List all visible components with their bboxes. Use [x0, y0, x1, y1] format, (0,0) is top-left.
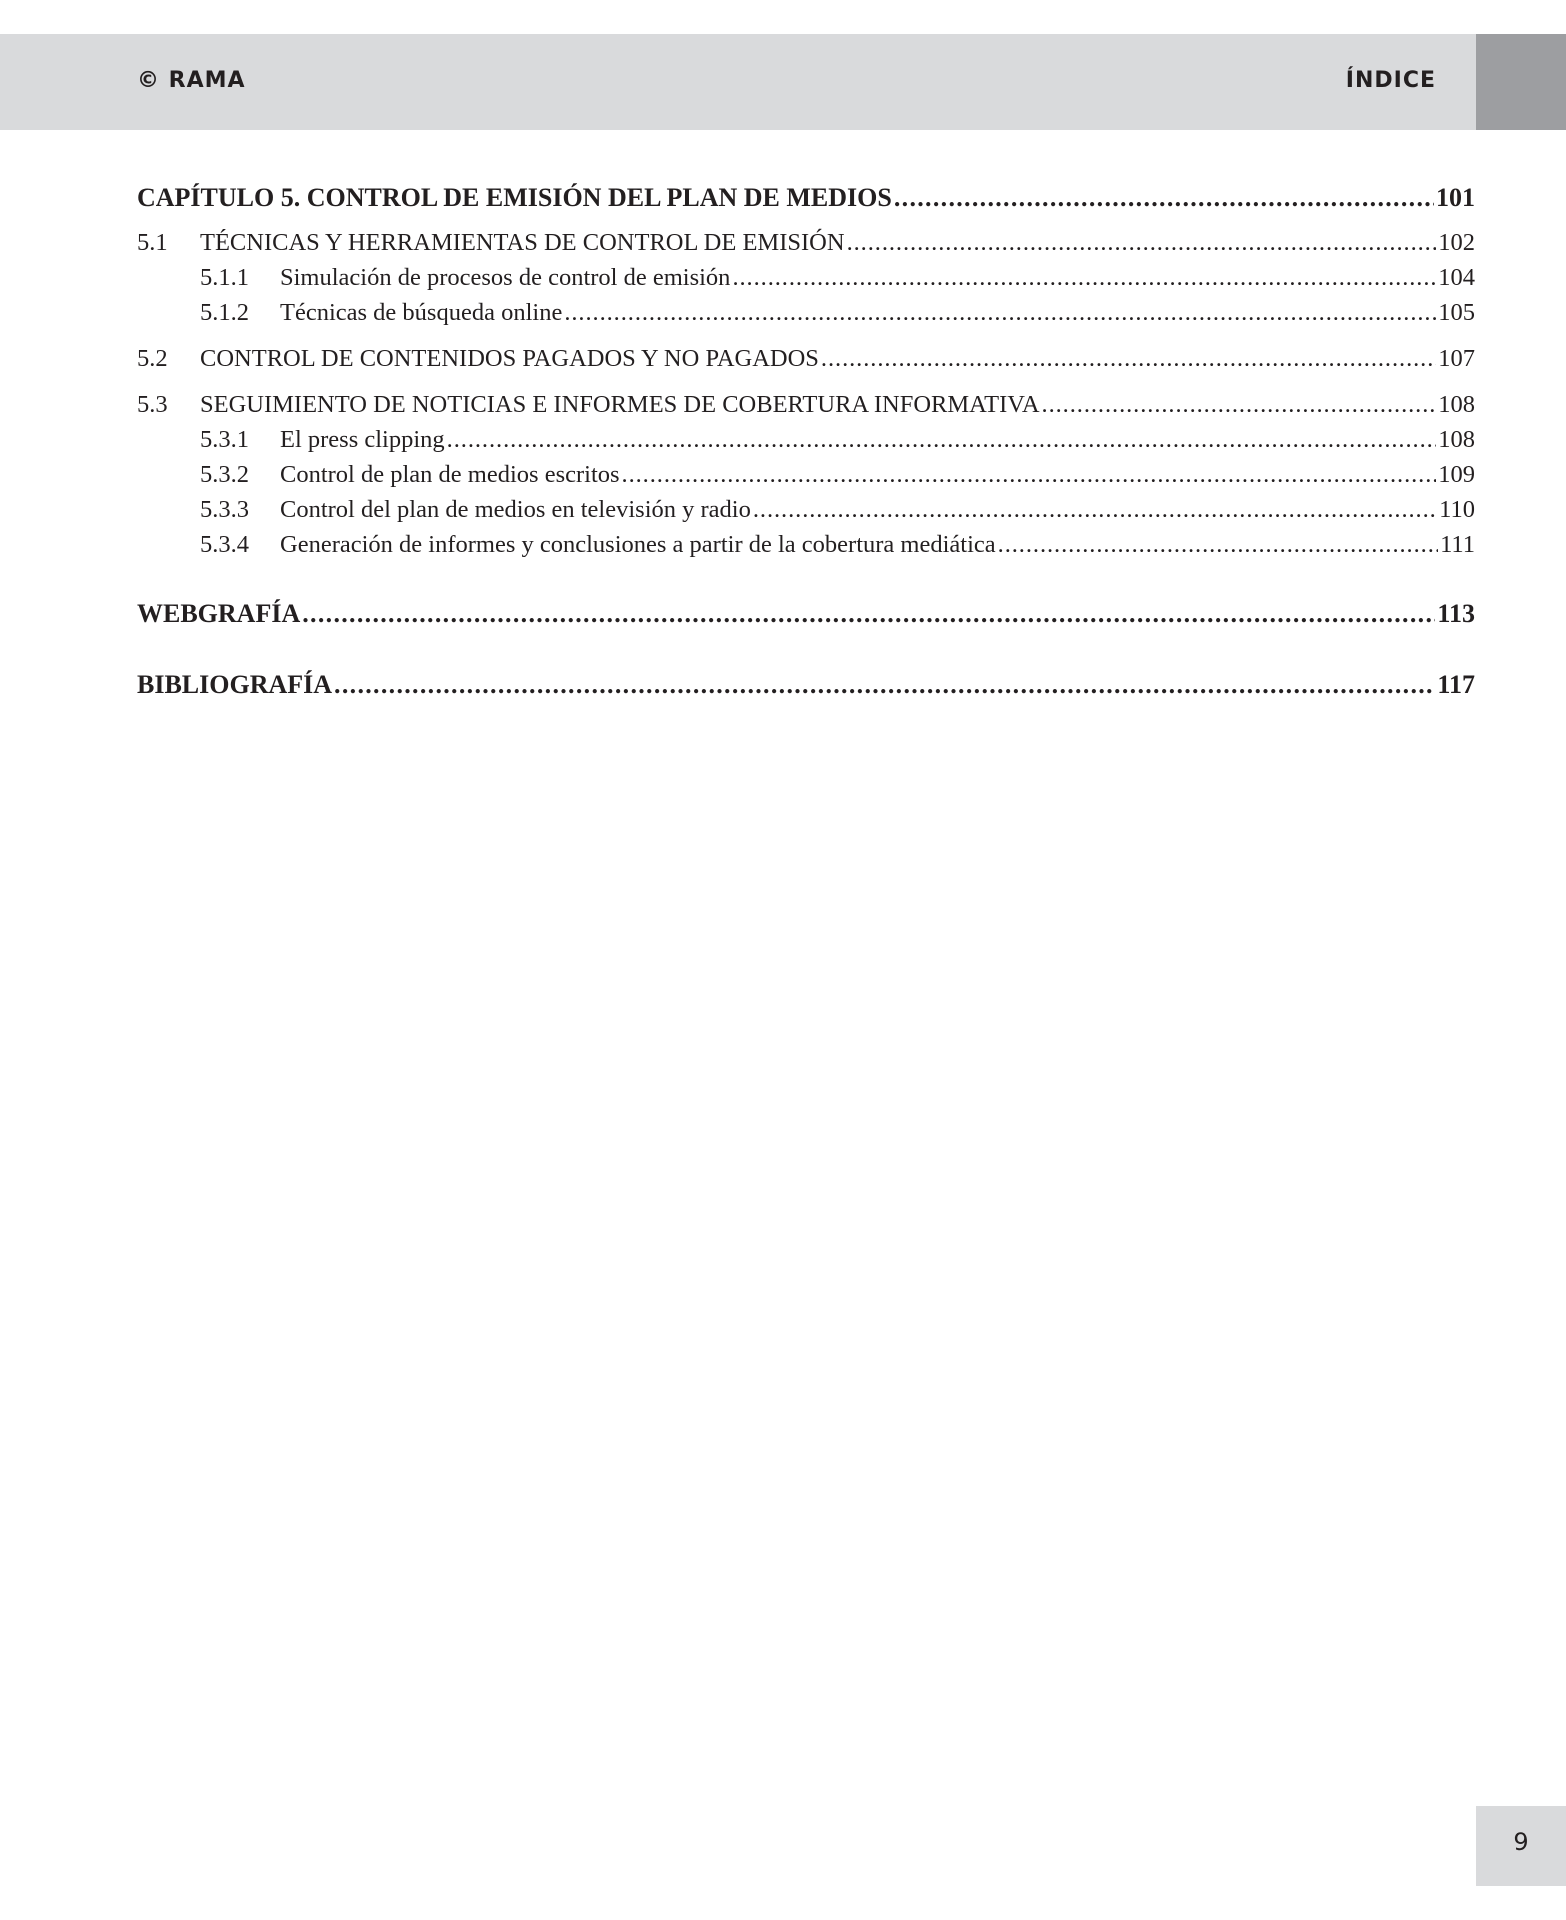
toc-leader	[894, 180, 1434, 215]
toc-title: CONTROL DE CONTENIDOS PAGADOS Y NO PAGADOS	[200, 345, 819, 372]
toc-title: SEGUIMIENTO DE NOTICIAS E INFORMES DE COBERTURA INFORMATIVA	[200, 391, 1040, 418]
toc-entry-5-3-3[interactable]	[137, 492, 1475, 527]
toc-page: 109	[1438, 461, 1475, 488]
toc-leader	[821, 341, 1436, 376]
toc-title: Técnicas de búsqueda online	[280, 299, 563, 326]
toc-title: CAPÍTULO 5. CONTROL DE EMISIÓN DEL PLAN DE MEDIOS	[137, 183, 892, 212]
toc-page: 101	[1436, 183, 1475, 212]
toc-leader	[622, 457, 1437, 492]
toc-page: 105	[1438, 299, 1475, 326]
toc-number: 5.3.3	[200, 496, 249, 523]
toc-leader	[732, 260, 1436, 295]
toc-page: 102	[1438, 229, 1475, 256]
toc-number: 5.3.1	[200, 426, 249, 453]
toc-leader	[847, 225, 1437, 260]
toc-page: 113	[1437, 599, 1475, 628]
header-tab	[1476, 34, 1566, 130]
toc-leader	[998, 527, 1438, 562]
toc-page: 107	[1438, 345, 1475, 372]
toc-entry-5-1-1[interactable]	[137, 260, 1475, 295]
toc-entry-5-3-1[interactable]	[137, 422, 1475, 457]
toc-title: TÉCNICAS Y HERRAMIENTAS DE CONTROL DE EMISIÓN	[200, 229, 845, 256]
toc-number: 5.1.2	[200, 299, 249, 326]
publisher-label: © RAMA	[137, 68, 246, 93]
page-number: 9	[1513, 1828, 1529, 1856]
toc-leader	[334, 667, 1435, 702]
toc-title: Simulación de procesos de control de emisión	[280, 264, 731, 291]
toc-number: 5.1.1	[200, 264, 249, 291]
table-of-contents	[137, 180, 1475, 702]
toc-chapter-5[interactable]	[137, 180, 1475, 215]
toc-title: BIBLIOGRAFÍA	[137, 670, 333, 699]
toc-page: 117	[1437, 670, 1475, 699]
toc-number: 5.2	[137, 345, 168, 372]
toc-entry-5-3-4[interactable]	[137, 527, 1475, 562]
toc-leader	[447, 422, 1437, 457]
toc-entry-5-3-2[interactable]	[137, 457, 1475, 492]
toc-page: 108	[1438, 426, 1475, 453]
toc-entry-5-3[interactable]	[137, 387, 1475, 422]
toc-page: 104	[1438, 264, 1475, 291]
toc-entry-5-1-2[interactable]	[137, 295, 1475, 330]
toc-number: 5.1	[137, 229, 168, 256]
toc-page: 108	[1438, 391, 1475, 418]
toc-page: 111	[1440, 531, 1475, 558]
toc-leader	[302, 596, 1435, 631]
toc-title: WEBGRAFÍA	[137, 599, 301, 628]
toc-entry-5-2[interactable]	[137, 341, 1475, 376]
toc-bibliografia[interactable]	[137, 667, 1475, 702]
section-label: ÍNDICE	[1345, 68, 1436, 93]
toc-title: Control de plan de medios escritos	[280, 461, 620, 488]
toc-number: 5.3.2	[200, 461, 249, 488]
toc-page: 110	[1439, 496, 1475, 523]
toc-entry-5-1[interactable]	[137, 225, 1475, 260]
toc-title: Control del plan de medios en televisión y radio	[280, 496, 751, 523]
toc-title: Generación de informes y conclusiones a partir de la cobertura mediática	[280, 531, 996, 558]
toc-webgrafia[interactable]	[137, 596, 1475, 631]
toc-title: El press clipping	[280, 426, 445, 453]
toc-leader	[753, 492, 1437, 527]
toc-leader	[564, 295, 1436, 330]
toc-number: 5.3.4	[200, 531, 249, 558]
toc-leader	[1042, 387, 1437, 422]
toc-number: 5.3	[137, 391, 168, 418]
